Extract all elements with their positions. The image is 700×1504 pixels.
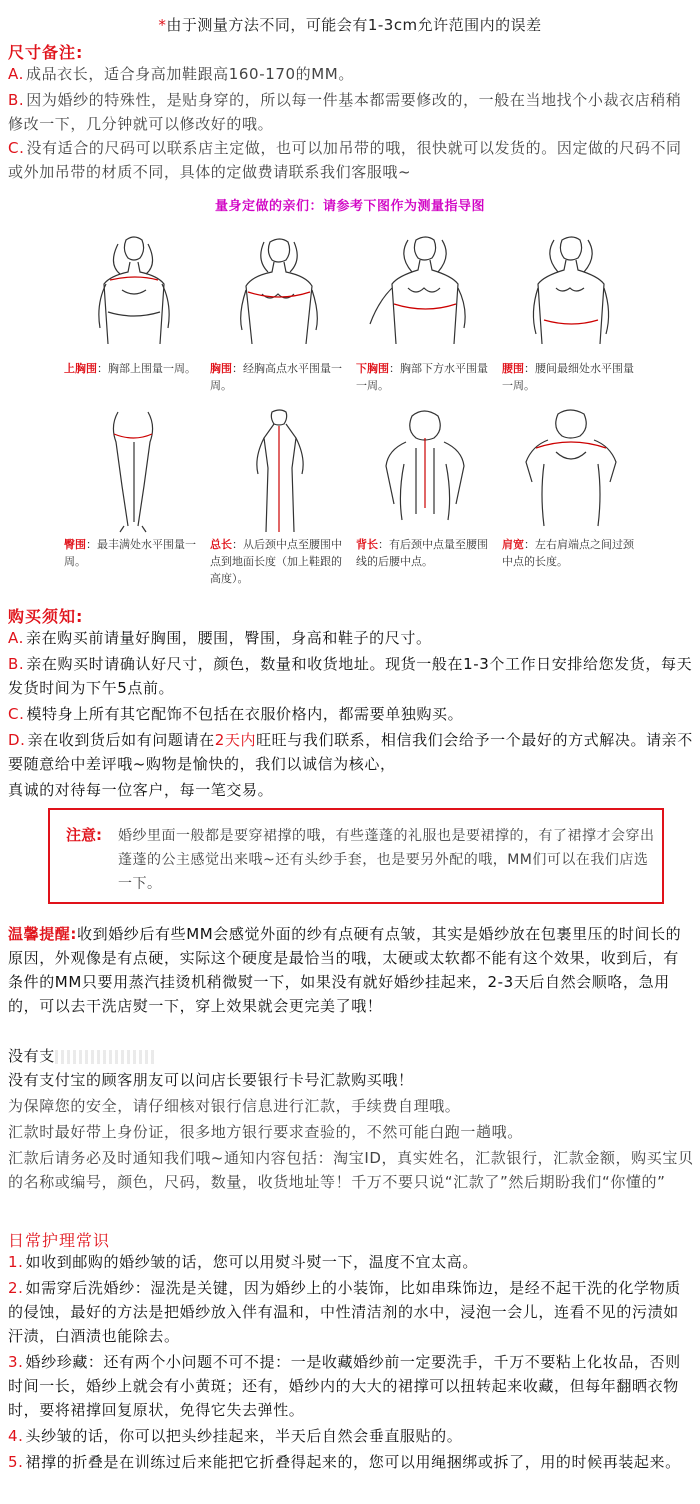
guide-cell-bust [208,232,350,408]
upper-bust-figure-icon [62,232,204,360]
size-note-b: B. 因为婚纱的特殊性，是贴身穿的，所以每一件基本都需要修改的，一般在当地找个小裁衣店稍稍修改一下，几分钟就可以修改好的哦。 [8,91,682,133]
under-bust-figure-icon [354,232,496,360]
guide-cell-under-bust [354,232,496,408]
notice-label: 注意: [66,826,102,844]
daily-care-title: 日常护理常识 [8,1231,111,1250]
measurement-error-notice [0,14,700,35]
guide-cell-hip [62,408,204,584]
payment-line-3: 汇款时最好带上身份证，很多地方银行要求查验的，不然可能白跑一趟哦。 [8,1123,523,1141]
purchase-notes-title: 购买须知: [8,607,84,626]
guide-caption: 臀围：最丰满处水平围量一周。 [64,538,196,568]
notice-text: 婚纱里面一般都是要穿裙撑的哦，有些蓬蓬的礼服也是要裙撑的，有了裙撑才会穿出蓬蓬的公主感觉出来哦~还有头纱手套，也是要另外配的哦，MM们可以在我们店选一下。 [118,828,655,892]
guide-caption: 腰围：腰间最细处水平围量一周。 [502,362,634,392]
warm-tips-text: 收到婚纱后有些MM会感觉外面的纱有点硬有点皱，其实是婚纱放在包裹里压的时间长的原因，外观像是有点硬，实际这个硬度是最恰当的哦，太硬或太软都不能有这个效果，收到后，有条件的MM只要用蒸汽挂烫机稍微熨一下，如果没有就好婚纱挂起来，2-3天后自然会顺咯，急用的，可以去干洗店熨一下，穿上效果就会更完美了哦！ [8,925,682,1015]
guide-caption: 背长：有后颈中点量至腰围线的后腰中点。 [356,538,488,568]
measurement-guide-grid [62,232,644,584]
care-item-3: 3. 婚纱珍藏：还有两个小问题不可不提：一是收藏婚纱前一定要洗手，千万不要粘上化妆品，否则时间一长，婚纱上就会有小黄斑；还有，婚纱内的大大的裙撑可以扭转起来收藏，但每年翻晒衣物时，要将裙撑回复原状，免得它失去弹性。 [8,1353,681,1419]
measurement-guide-title: 量身定做的亲们：请参考下图作为测量指导图 [214,199,485,214]
payment-line-2: 为保障您的安全，请仔细核对银行信息进行汇款，手续费自理哦。 [8,1097,461,1115]
guide-cell-waist [500,232,642,408]
bust-figure-icon [208,232,350,360]
purchase-note-a: A. 亲在购买前请量好胸围，腰围，臀围，身高和鞋子的尺寸。 [8,629,432,647]
guide-cell-total-length [208,408,350,584]
purchase-note-d-cont: 真诚的对待每一位客户，每一笔交易。 [8,781,274,799]
size-note-c: C. 没有适合的尺码可以联系店主定做，也可以加吊带的哦，很快就可以发货的。因定做的尺码不同或外加吊带的材质不同，具体的定做费请联系我们客服哦~ [8,139,682,181]
total-length-figure-icon [208,408,350,536]
guide-caption: 下胸围：胸部下方水平围量一周。 [356,362,488,392]
guide-caption: 上胸围：胸部上围量一周。 [64,362,196,375]
warm-tips [8,922,694,1018]
waist-figure-icon [500,232,642,360]
guide-caption: 肩宽：左右肩端点之间过颈中点的长度。 [502,538,634,568]
blurred-text [55,1050,155,1064]
guide-caption: 总长：从后颈中点至腰围中点到地面长度（加上鞋跟的高度）。 [210,538,342,585]
guide-caption: 胸围：经胸高点水平围量一周。 [210,362,342,392]
petticoat-notice-box [48,808,664,904]
asterisk: * [158,16,167,34]
care-item-4: 4. 头纱皱的话，你可以把头纱挂起来，半天后自然会垂直服贴的。 [8,1427,463,1445]
purchase-note-b: B. 亲在购买时请确认好尺寸，颜色，数量和收货地址。现货一般在1-3个工作日安排给您发货，每天发货时间为下午5点前。 [8,655,693,697]
warm-tips-label: 温馨提醒: [8,925,77,943]
care-item-1: 1. 如收到邮购的婚纱皱的话，您可以用熨斗熨一下，温度不宜太高。 [8,1253,478,1271]
back-length-figure-icon [354,408,496,536]
hip-figure-icon [62,408,204,536]
guide-cell-shoulder-width [500,408,642,584]
payment-line-4: 汇款后请务必及时通知我们哦~通知内容包括：淘宝ID，真实姓名，汇款银行，汇款金额，购买宝贝的名称或编号，颜色，尺码，数量，收货地址等！千万不要只说“汇款了”然后期盼我们“你懂的” [8,1149,694,1191]
care-item-2: 2. 如需穿后洗婚纱：湿洗是关键，因为婚纱上的小装饰，比如串珠饰边，是经不起干洗的化学物质的侵蚀，最好的方法是把婚纱放入伴有温和，中性清洁剂的水中，浸泡一会儿，连看不见的污渍如汗渍，白酒渍也能除去。 [8,1279,681,1345]
measurement-error-text: 由于测量方法不同，可能会有1-3cm允许范围内的误差 [166,16,542,34]
purchase-note-c: C. 模特身上所有其它配饰不包括在衣服价格内，都需要单独购买。 [8,705,464,723]
shoulder-width-figure-icon [500,408,642,536]
two-days-highlight: 2天内 [214,731,257,749]
size-note-a: A. 成品衣长，适合身高加鞋跟高160-170的MM。 [8,65,354,83]
care-item-5: 5. 裙撑的折叠是在训练过后来能把它折叠得起来的，您可以用绳捆绑或拆了，用的时候再装起来。 [8,1453,681,1471]
payment-line-0: 没有支 [8,1044,694,1068]
guide-cell-back-length [354,408,496,584]
size-notes-title: 尺寸备注: [8,43,84,62]
guide-cell-upper-bust [62,232,204,408]
payment-line-1: 没有支付宝的顾客朋友可以问店长要银行卡号汇款购买哦！ [8,1071,414,1089]
purchase-note-d: D. 亲在收到货后如有问题请在2天内旺旺与我们联系，相信我们会给予一个最好的方式解决。请亲不要随意给中差评哦~购物是愉快的，我们以诚信为核心， [8,731,693,773]
